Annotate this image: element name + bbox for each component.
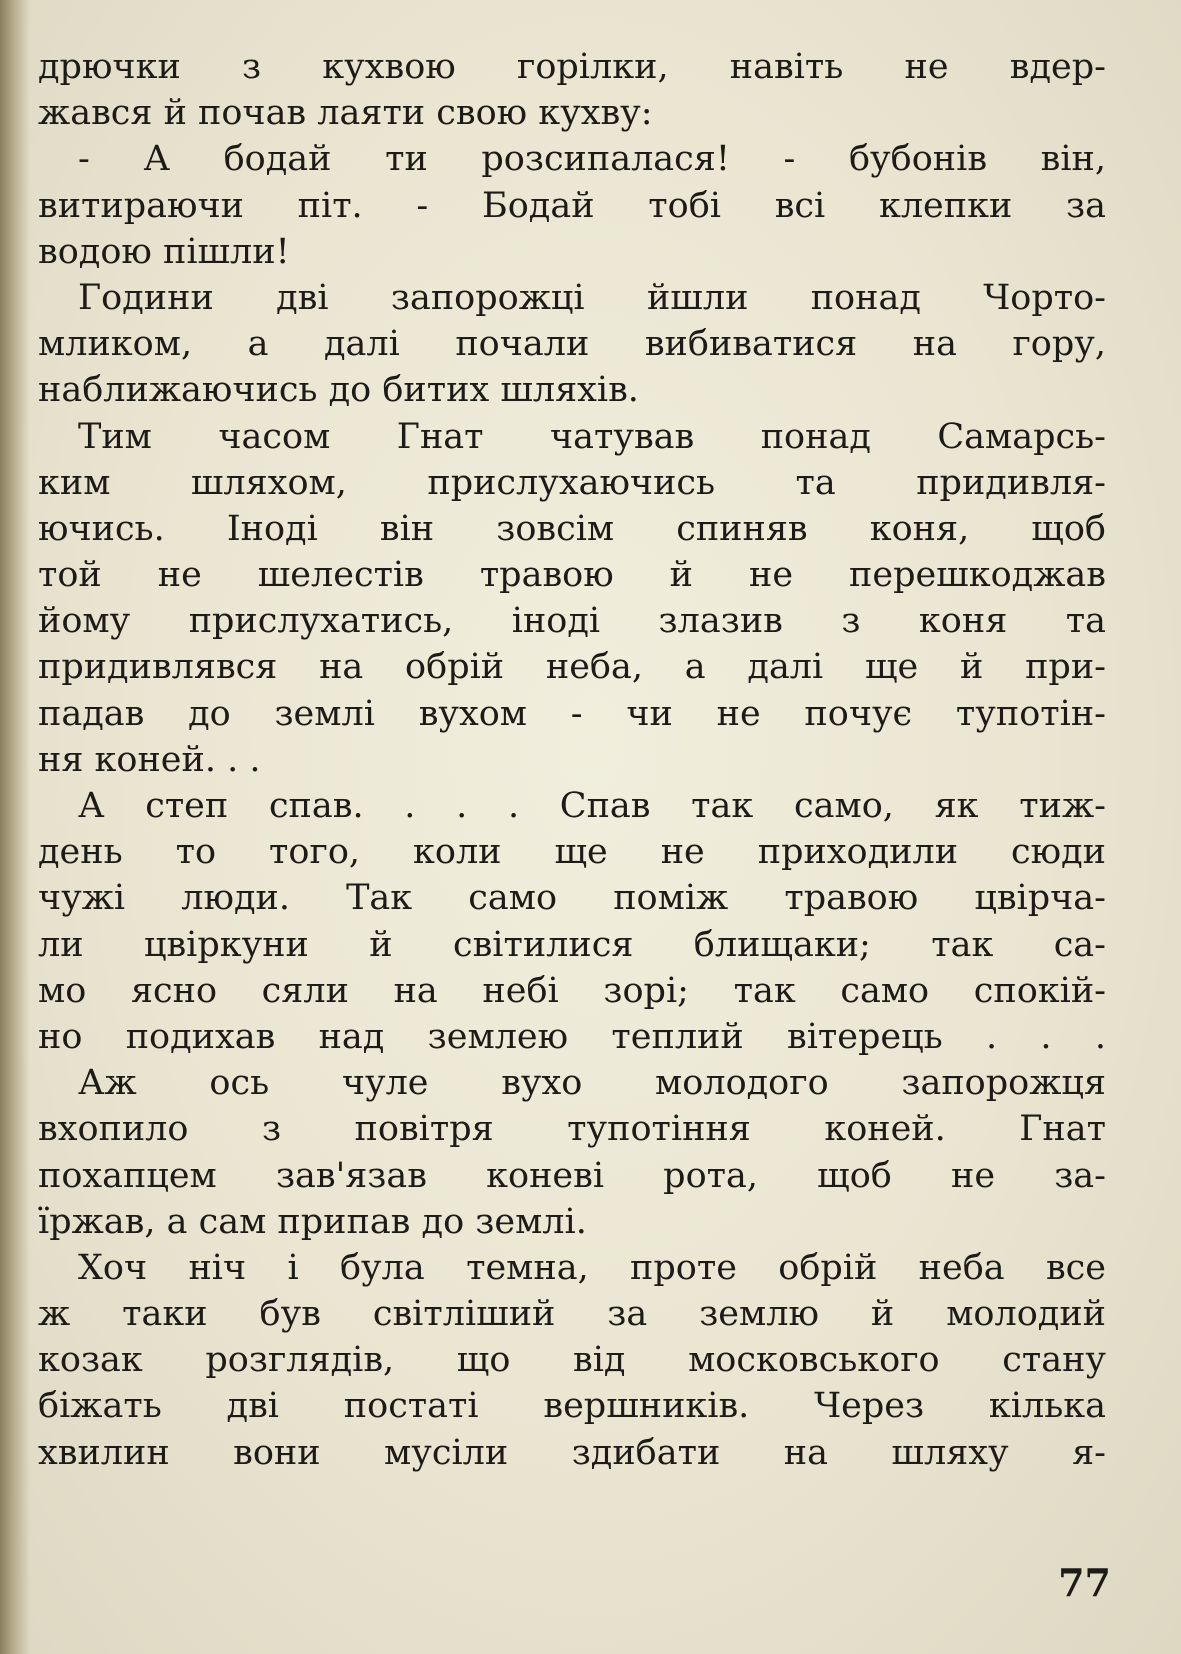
text-line: Хоч ніч і була темна, проте обрій неба все	[78, 1247, 1106, 1288]
text-line: витираючи піт. - Бодай тобі всі клепки за	[38, 185, 1106, 226]
text-line: Години дві запорожці йшли понад Чорто-	[78, 277, 1106, 318]
text-line: чужі люди. Так само поміж травою цвірча-	[38, 878, 1106, 919]
text-line: мликом, а далі почали вибиватися на гору,	[38, 324, 1106, 365]
body-text	[38, 44, 1106, 1476]
text-line: Тим часом Гнат чатував понад Самарсь-	[78, 416, 1106, 457]
text-line: ня коней. . .	[38, 739, 261, 780]
text-line: козак розглядів, що від московського стану	[38, 1340, 1106, 1381]
text-line: мо ясно сяли на небі зорі; так само спокій-	[38, 970, 1106, 1011]
text-line: йому прислухатись, іноді злазив з коня та	[38, 601, 1106, 642]
text-line: - А бодай ти розсипалася! - бубонів він,	[78, 139, 1106, 180]
text-line: день то того, коли ще не приходили сюди	[38, 832, 1106, 873]
text-line: похапцем зав'язав коневі рота, щоб не за-	[38, 1155, 1106, 1196]
text-line: ючись. Іноді він зовсім спиняв коня, щоб	[38, 508, 1106, 549]
text-line: наближаючись до битих шляхів.	[38, 370, 639, 411]
text-line: Аж ось чуле вухо молодого запорожця	[78, 1063, 1106, 1104]
text-line: ли цвіркуни й світилися блищаки; так са-	[38, 924, 1106, 965]
text-line: жався й почав лаяти свою кухву:	[38, 93, 653, 134]
page-gutter-shadow	[0, 0, 30, 1654]
text-line: хвилин вони мусіли здибати на шляху я-	[38, 1432, 1106, 1473]
text-line: ким шляхом, прислухаючись та придивля-	[38, 462, 1106, 503]
text-line: но подихав над землею теплий вітерець . . .	[38, 1016, 1106, 1057]
text-line: їржав, а сам припав до землі.	[38, 1201, 587, 1242]
text-line: той не шелестів травою й не перешкоджав	[38, 555, 1106, 596]
text-line: А степ спав. . . . Спав так само, як тиж-	[78, 786, 1106, 826]
text-line: ж таки був світліший за землю й молодий	[38, 1294, 1106, 1335]
text-line: придивлявся на обрій неба, а далі ще й при-	[38, 647, 1106, 688]
text-line: вхопило з повітря тупотіння коней. Гнат	[38, 1109, 1106, 1150]
text-line: дрючки з кухвою горілки, навіть не вдер-	[38, 47, 1106, 87]
text-line: падав до землі вухом - чи не почує тупотін-	[38, 693, 1106, 734]
text-line: біжать дві постаті вершників. Через кілька	[38, 1386, 1106, 1427]
text-line: водою пішли!	[38, 231, 290, 272]
page-number: 77	[1058, 1560, 1111, 1605]
